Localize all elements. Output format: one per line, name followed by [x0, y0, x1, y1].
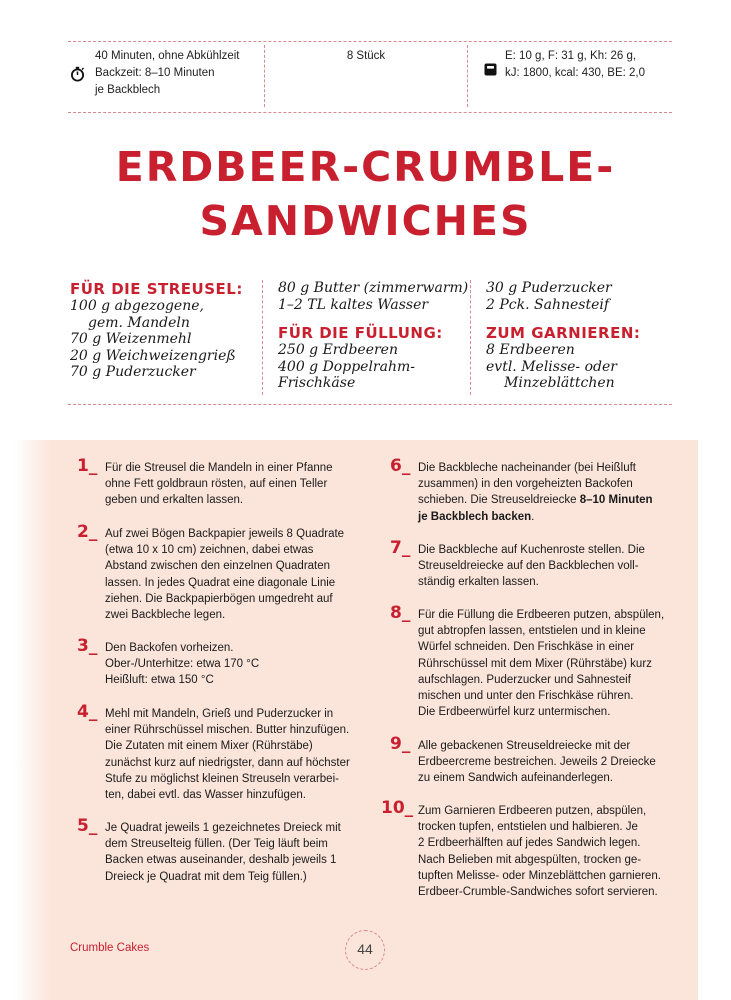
ingredient-item: 70 g Weizenmehl: [70, 331, 192, 347]
ingredients-col-2: [278, 280, 473, 392]
step-number: 5_: [77, 816, 98, 836]
meta-divider-2: [467, 45, 468, 107]
ingredient-item: 2 Pck. Sahnesteif: [486, 296, 610, 313]
ingredients-col-1: [70, 280, 260, 381]
ingredients-divider-1: [262, 280, 263, 395]
recipe-title: [0, 140, 731, 248]
step-text: Mehl mit Mandeln, Grieß und Puderzucker in einer Rührschüssel mischen. Butter hinzufügen. Die Zutaten mit einem Mixer (Rührstäbe) zunächst kurz auf niedrigster, dann auf höchster Stufe zu möglichst kleinen Streuseln verarbei- ten, dabei evtl. das Wasser hinzufügen.: [105, 708, 350, 802]
step-number: 9_: [390, 734, 411, 754]
step-number: 2_: [77, 522, 98, 542]
time-info: [95, 48, 240, 110]
ingredient-item: 30 g Puderzucker: [486, 280, 612, 296]
yield-info: [264, 48, 468, 110]
step-text: Je Quadrat jeweils 1 gezeichnetes Dreieck mit dem Streuselteig füllen. (Der Teig läuft beim Backen etwas auseinander, deshalb jeweils 1 Dreieck je Quadrat mit dem Teig füllen.): [105, 822, 341, 883]
step-number: 10_: [381, 798, 414, 818]
time-line-1: 40 Minuten, ohne Abkühlzeit: [95, 50, 240, 62]
step-number: 8_: [390, 603, 411, 623]
meta-bottom-divider: [68, 112, 672, 113]
streusel-heading: FÜR DIE STREUSEL:: [70, 280, 243, 298]
ingredient-item: gem. Mandeln: [88, 314, 190, 331]
top-divider: [68, 41, 672, 42]
nutrition-line-2: kJ: 1800, kcal: 430, BE: 2,0: [505, 67, 645, 79]
ingredients-col-3: [486, 280, 676, 392]
ingredient-item: 100 g abgezogene,: [70, 298, 204, 314]
stopwatch-icon: [70, 66, 85, 82]
step-text: Auf zwei Bögen Backpapier jeweils 8 Quadrate (etwa 10 x 10 cm) zeichnen, dabei etwas Abstand zwischen den einzelnen Quadraten lassen. In jedes Quadrat eine diagonale Linie ziehen. Die Backpapierbögen umgedreht auf zwei Backbleche legen.: [105, 528, 345, 622]
title-line-1: ERDBEER-CRUMBLE-: [115, 143, 616, 191]
step-number: 7_: [390, 538, 411, 558]
ingredients-bottom-divider: [68, 404, 672, 405]
ingredient-item: 8 Erdbeeren: [486, 342, 575, 358]
step-text: Zum Garnieren Erdbeeren putzen, abspülen, trocken tupfen, entstielen und halbieren. Je 2 Erdbeerhälften auf jedes Sandwich legen. Nach Belieben mit abgespülten, trocken ge- tupften Melisse- oder Minzeblättchen garnieren. Erdbeer-Crumble-Sandwiches sofort servieren.: [418, 805, 661, 899]
nutrition-info: [505, 48, 645, 110]
ingredient-item: 20 g Weichweizengrieß: [70, 347, 236, 364]
ingredient-item: 80 g Butter (zimmerwarm): [278, 280, 469, 296]
step-text: Für die Streusel die Mandeln in einer Pfanne ohne Fett goldbraun rösten, auf einen Teller geben und erkalten lassen.: [105, 462, 333, 507]
ingredient-item: 400 g Doppelrahm-Frischkäse: [278, 358, 415, 391]
step-number: 6_: [390, 456, 411, 476]
page-number: 44: [357, 941, 373, 957]
ingredient-item: 250 g Erdbeeren: [278, 342, 398, 358]
nutrition-line-1: E: 10 g, F: 31 g, Kh: 26 g,: [505, 50, 637, 62]
step-number: 3_: [77, 636, 98, 656]
yield-text: 8 Stück: [346, 50, 386, 62]
step-number: 4_: [77, 702, 98, 722]
step-text: Den Backofen vorheizen. Ober-/Unterhitze: etwa 170 °C Heißluft: etwa 150 °C: [105, 642, 260, 687]
ingredient-item: Minzeblättchen: [504, 375, 615, 391]
step-text: Alle gebackenen Streuseldreiecke mit der Erdbeercreme bestreichen. Jeweils 2 Dreiecke zu einem Sandwich aufeinanderlegen.: [418, 740, 656, 785]
title-line-2: SANDWICHES: [199, 197, 532, 245]
ingredients-divider-2: [470, 280, 471, 395]
background-texture-edge: [14, 440, 54, 1000]
step-text: Die Backbleche auf Kuchenroste stellen. Die Streuseldreiecke auf den Backblechen voll- ständig erkalten lassen.: [418, 544, 645, 589]
step-number: 1_: [77, 456, 98, 476]
ingredient-item: 70 g Puderzucker: [70, 364, 196, 380]
ingredient-item: 1–2 TL kaltes Wasser: [278, 296, 429, 313]
step-text: Für die Füllung die Erdbeeren putzen, abspülen, gut abtropfen lassen, entstielen und in kleine Würfel schneiden. Den Frischkäse in einer Rührschüssel mit dem Mixer (Rührstäbe) kurz aufschlagen. Puderzucker und Sahnesteif mischen und unter den Frischkäse rühren. Die Erdbeerwürfel kurz untermischen.: [418, 609, 665, 719]
scale-icon: [484, 63, 497, 76]
time-line-3: je Backblech: [95, 84, 161, 96]
step-text: Die Backbleche nacheinander (bei Heißluft zusammen) in den vorgeheizten Backofen schieben. Die Streuseldreiecke 8–10 Minuten je Backblech backen.: [418, 462, 653, 523]
garnieren-heading: ZUM GARNIEREN:: [486, 324, 641, 342]
ingredient-item: evtl. Melisse- oder: [486, 358, 617, 375]
section-label: Crumble Cakes: [70, 942, 150, 954]
fuellung-heading: FÜR DIE FÜLLUNG:: [278, 324, 443, 342]
time-line-2: Backzeit: 8–10 Minuten: [95, 67, 215, 79]
